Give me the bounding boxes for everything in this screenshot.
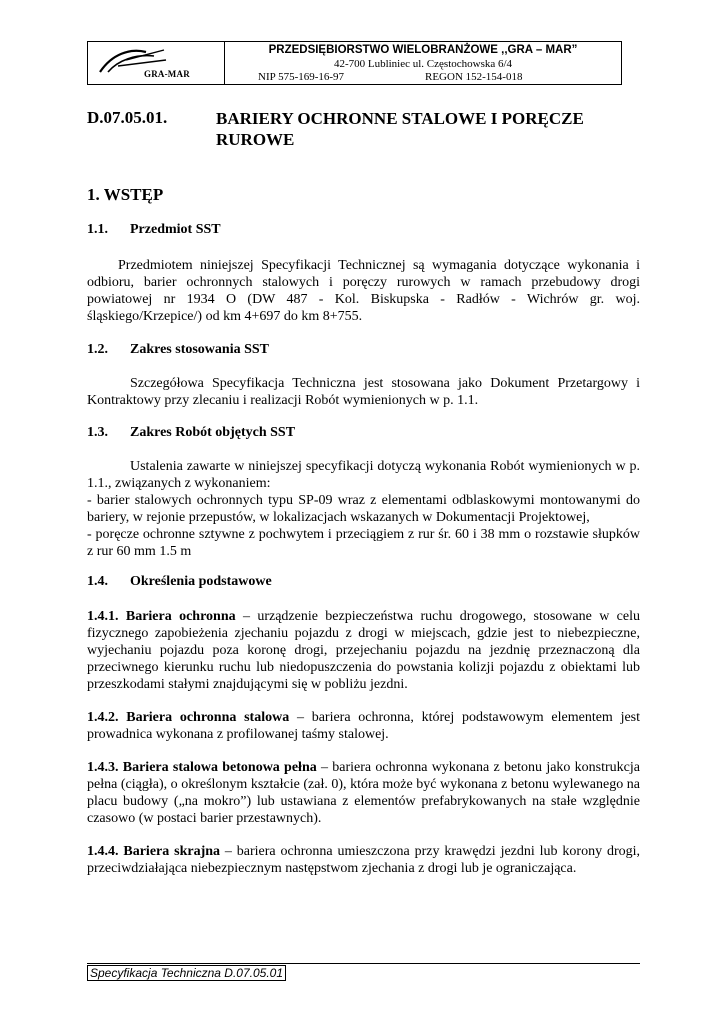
- subsection-title: Zakres Robót objętych SST: [130, 425, 296, 440]
- subsection-title: Przedmiot SST: [130, 222, 221, 237]
- company-nip: NIP 575-169-16-97: [258, 71, 345, 83]
- paragraph-zakres-stosowania: Szczegółowa Specyfikacja Techniczna jest stosowana jako Dokument Przetargowy i Kontraktowy przy zlecaniu i realizacji Robót wymienionych w p. 1.1.: [87, 376, 640, 408]
- company-info: [225, 42, 621, 84]
- subsection-title: Zakres stosowania SST: [130, 342, 270, 357]
- definition-1-4-3: [87, 759, 640, 827]
- subsection-heading-1-2: [87, 342, 269, 358]
- logo-text: GRA-MAR: [144, 69, 190, 79]
- definition-1-4-2: [87, 709, 640, 743]
- footer-rule: [87, 963, 640, 964]
- definition-term: 1.4.1. Bariera ochronna: [87, 609, 236, 624]
- scope-intro: Ustalenia zawarte w niniejszej specyfikacji dotyczą wykonania Robót wymienionych w p. 1.1., związanych z wykonaniem:: [87, 459, 640, 491]
- subsection-title: Określenia podstawowe: [130, 574, 272, 589]
- definition-text: – urządzenie bezpieczeństwa ruchu drogowego, stosowane w celu fizycznego zapobieżenia zjechaniu pojazdu z drogi w miejscach, gdzie jest to niebezpieczne, wyjechaniu pojazdu poza koronę drogi, przejechaniu pojazdu na jezdnię przeznaczoną dla przeciwnego kierunku ruchu lub niedopuszczenia do powstania kolizji pojazdu z obiektami lub przeszkodami stałymi znajdującymi się w pobliżu jezdni.: [87, 609, 640, 692]
- subsection-heading-1-1: [87, 222, 221, 238]
- definition-text: – bariera ochronna umieszczona przy krawędzi jezdni lub korony drogi, przeciwdziałająca niebezpiecznym następstwom zjechania z drogi lub je ograniczająca.: [87, 844, 640, 876]
- subsection-number: 1.3.: [87, 425, 108, 440]
- definition-term: 1.4.4. Bariera skrajna: [87, 844, 221, 859]
- company-name: PRZEDSIĘBIORSTWO WIELOBRANŻOWE ,,GRA – MAR”: [268, 44, 578, 56]
- definition-text: – bariera ochronna, której podstawowym elementem jest prowadnica wykonana z profilowanej taśmy stalowej.: [87, 710, 641, 742]
- subsection-heading-1-4: [87, 574, 272, 590]
- document-title: BARIERY OCHRONNE STALOWE I PORĘCZE RUROWE: [216, 109, 584, 149]
- definition-text: – bariera ochronna wykonana z betonu jako konstrukcja pełna (ciągła), o określonym kształcie (zał. 0), która może być wykonana z betonu wylewanego na placu budowy („na mokro”) lub ustawiana z elementów prefabrykowanych na stałe względnie czasowo (w postaci barier przestawnych).: [87, 760, 640, 826]
- company-address: 42-700 Lubliniec ul. Częstochowska 6/4: [333, 58, 513, 70]
- company-logo: [88, 42, 225, 84]
- subsection-heading-1-3: [87, 425, 295, 441]
- definition-1-4-1: [87, 608, 640, 693]
- company-header: [87, 41, 622, 85]
- definition-1-4-4: [87, 843, 640, 877]
- subsection-number: 1.4.: [87, 574, 108, 589]
- subsection-number: 1.2.: [87, 342, 108, 357]
- definition-term: 1.4.3. Bariera stalowa betonowa pełna: [87, 760, 317, 775]
- document-number: D.07.05.01.: [87, 108, 168, 127]
- scope-item-barriers: - barier stalowych ochronnych typu SP-09 wraz z elementami odblaskowymi montowanymi do bariery, w rejonie przepustów, w lokalizacjach wskazanych w Dokumentacji Projektowej,: [87, 493, 640, 525]
- paragraph-zakres-robot: [87, 458, 640, 560]
- section-title: 1. WSTĘP: [87, 185, 164, 204]
- scope-item-railings: - poręcze ochronne sztywne z pochwytem i przeciągiem z rur śr. 60 i 38 mm o rozstawie słupków z rur 60 mm 1.5 m: [87, 527, 640, 559]
- subsection-number: 1.1.: [87, 222, 108, 237]
- company-regon: REGON 152-154-018: [425, 71, 523, 83]
- definition-term: 1.4.2. Bariera ochronna stalowa: [87, 710, 290, 725]
- paragraph-przedmiot: Przedmiotem niniejszej Specyfikacji Technicznej są wymagania dotyczące wykonania i odbioru, barier ochronnych stalowych i poręczy rurowych w ramach przebudowy drogi powiatowej nr 1934 O (DW 487 - Kol. Biskupska - Radłów - Wichrów gr. woj. śląskiego/Krzepice/) od km 4+697 do km 8+755.: [87, 258, 640, 324]
- footer-label: Specyfikacja Techniczna D.07.05.01: [87, 965, 286, 981]
